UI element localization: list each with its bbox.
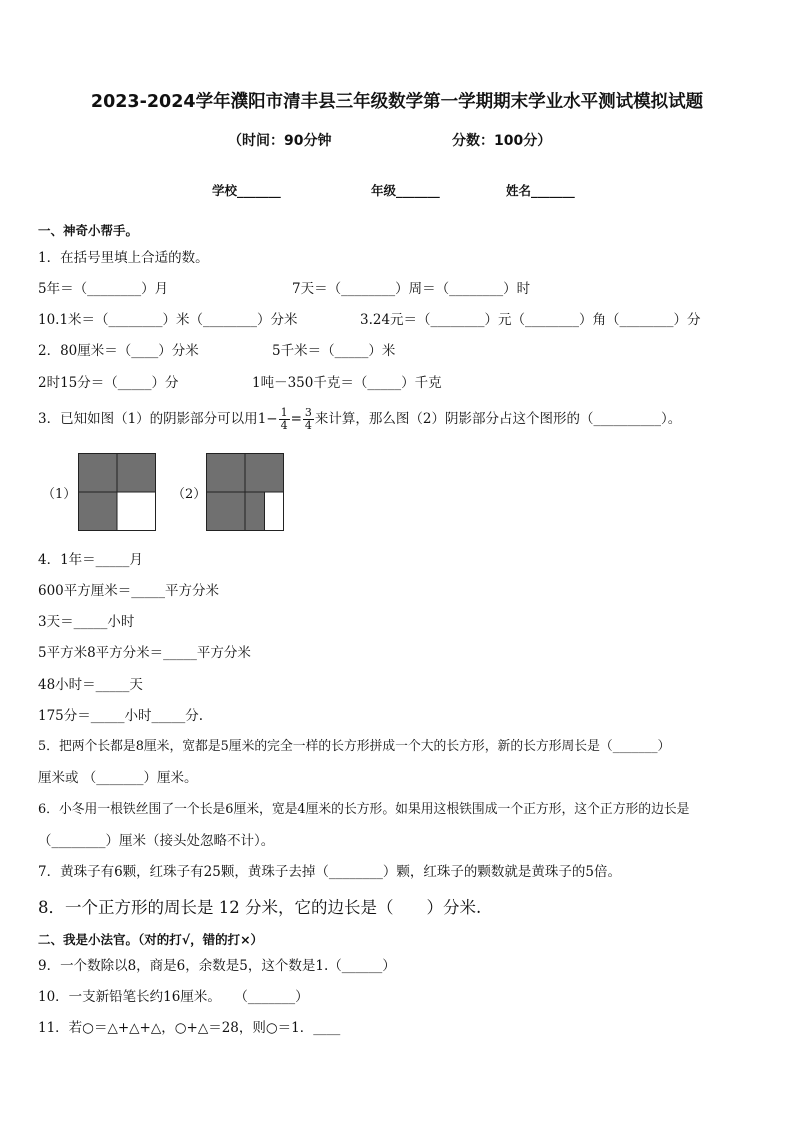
q1-item-c: 10.1米＝（________）米（________）分米	[38, 312, 298, 328]
name-field: 姓名_______	[506, 183, 575, 198]
figure-1-grid	[78, 453, 156, 531]
figure-2-label: （2）	[172, 487, 207, 502]
q2-item-c: 2时15分＝（_____）分	[38, 375, 179, 391]
q6-line-1: 6．小冬用一根铁丝围了一个长是6厘米，宽是4厘米的长方形。如果用这根铁围成一个正方形，这个正方形的边长是	[38, 802, 690, 817]
q3-post: 来计算，那么图（2）阴影部分占这个图形的（__________）。	[314, 411, 682, 427]
q4-line-4: 5平方米8平方分米＝_____平方分米	[38, 645, 251, 661]
q4-line-3: 3天＝_____小时	[38, 614, 135, 630]
figure-2-cell-bottom-left	[207, 492, 246, 531]
exam-time: （时间：90分钟	[228, 133, 332, 149]
q3-minus: −	[266, 411, 278, 427]
q1-prompt: 1．在括号里填上合适的数。	[38, 250, 209, 266]
q3-pre: 3．已知如图（1）的阴影部分可以用	[38, 411, 258, 427]
q4-line-5: 48小时＝_____天	[38, 677, 143, 693]
q6-line-2: （________）厘米（接头处忽略不计）。	[38, 833, 275, 849]
q4-line-2: 600平方厘米＝_____平方分米	[38, 583, 220, 599]
figure-1-label: （1）	[42, 487, 77, 502]
q1-item-b: 7天＝（________）周＝（________）时	[292, 281, 531, 297]
figure-2-cell-bottom-right-left-half	[245, 492, 265, 531]
figure-2-cell-top-left	[207, 454, 246, 493]
q1-item-d: 3.24元＝（________）元（________）角（________）分	[360, 312, 701, 328]
q5-line-1: 5．把两个长都是8厘米，宽都是5厘米的完全一样的长方形拼成一个大的长方形，新的长方形周长是（_______）	[38, 739, 671, 754]
figure-1-cell-top-right	[117, 454, 156, 493]
grade-field: 年级_______	[371, 183, 440, 198]
q11-text: 11．若○＝△+△+△，○+△＝28，则○＝1．____	[38, 1020, 341, 1036]
q7-text: 7．黄珠子有6颗，红珠子有25颗，黄珠子去掉（________）颗，红珠子的颗数就是黄珠子的5倍。	[38, 864, 621, 880]
q3-fraction-1-denominator: 4	[280, 419, 288, 432]
q3-fraction-2-denominator: 4	[304, 419, 312, 432]
figure-2-cell-top-right	[245, 454, 284, 493]
page-title: 2023-2024学年濮阳市清丰县三年级数学第一学期期末学业水平测试模拟试题	[90, 92, 704, 112]
q3-equals: =	[290, 411, 302, 427]
exam-score: 分数：100分）	[452, 133, 552, 149]
q3-fraction-2	[303, 407, 314, 432]
q2-item-a: 2．80厘米＝（____）分米	[38, 343, 199, 359]
section-1-heading: 一、神奇小帮手。	[38, 223, 139, 238]
q5-line-2: 厘米或 （_______）厘米。	[38, 770, 198, 786]
q1-item-a: 5年＝（________）月	[38, 281, 169, 297]
q2-item-b: 5千米＝（_____）米	[272, 343, 396, 359]
q3-fraction-1	[279, 407, 290, 432]
q8-text: 8．一个正方形的周长是 12 分米，它的边长是（ ）分米.	[38, 898, 482, 917]
figure-2-grid	[206, 453, 284, 531]
q4-line-1: 4．1年＝_____月	[38, 552, 143, 568]
figure-1-cell-bottom-right	[117, 492, 156, 531]
q10-text: 10．一支新铅笔长约16厘米。 （_______）	[38, 989, 309, 1005]
q3-fraction-1-numerator: 1	[280, 406, 288, 419]
q3-fraction-2-numerator: 3	[304, 406, 312, 419]
q3-text	[38, 406, 681, 432]
q4-line-6: 175分＝_____小时_____分.	[38, 708, 204, 724]
q2-item-d: 1吨－350千克＝（_____）千克	[252, 375, 442, 391]
figure-1-cell-bottom-left	[79, 492, 118, 531]
section-2-heading: 二、我是小法官。（对的打√，错的打×）	[38, 932, 264, 947]
q3-one: 1	[257, 411, 267, 427]
school-field: 学校_______	[212, 183, 281, 198]
figure-2-cell-bottom-right-right-half	[265, 492, 284, 531]
figure-1-cell-top-left	[79, 454, 118, 493]
q9-text: 9．一个数除以8，商是6，余数是5，这个数是1.（______）	[38, 958, 396, 974]
